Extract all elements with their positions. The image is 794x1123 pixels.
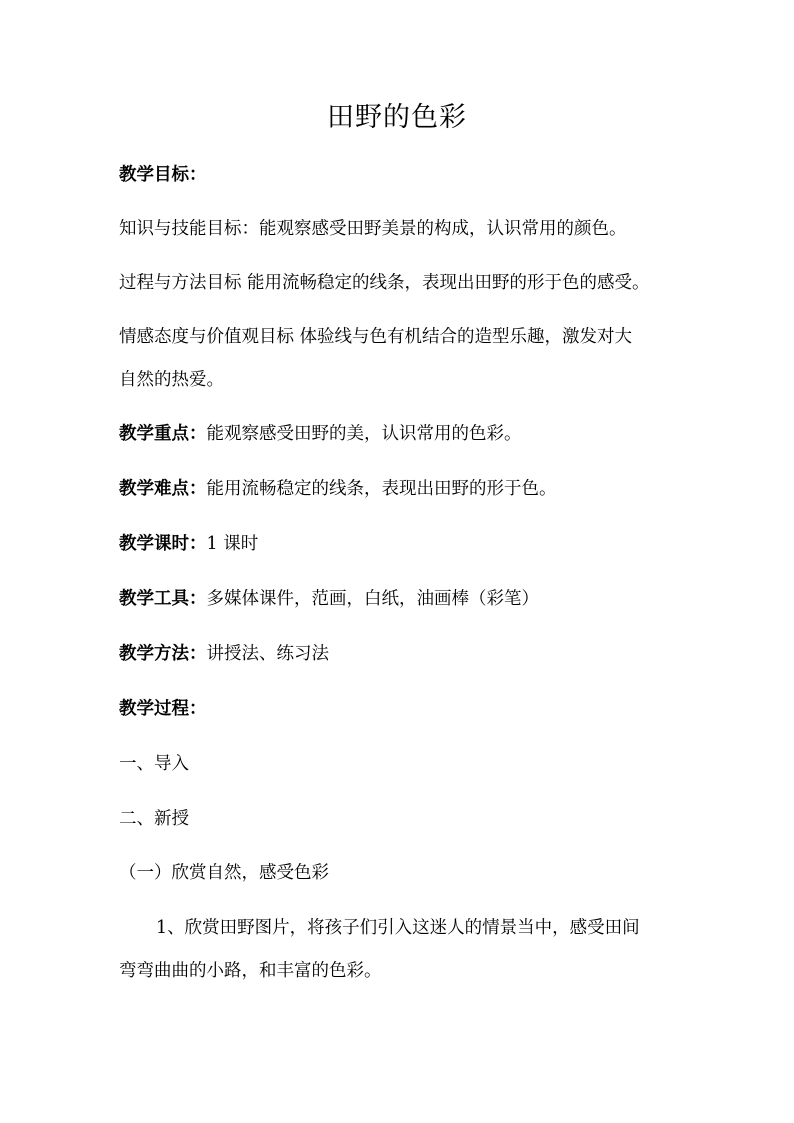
- goal-knowledge: 知识与技能目标：能观察感受田野美景的构成，认识常用的颜色。: [119, 219, 627, 239]
- teaching-hours: [119, 532, 689, 556]
- tools-text: 多媒体课件，范画，白纸，油画棒（彩笔）: [206, 589, 539, 609]
- document-title: 田野的色彩: [327, 102, 467, 133]
- difficulty-text: 能用流畅稳定的线条，表现出田野的形于色。: [206, 479, 557, 499]
- item-1-line-2: 弯弯曲曲的小路，和丰富的色彩。: [119, 961, 382, 981]
- goal-emotion-line-2: 自然的热爱。: [119, 370, 224, 390]
- key-point-text: 能观察感受田野的美，认识常用的色彩。: [206, 424, 522, 444]
- step-intro: 一、导入: [119, 754, 189, 774]
- process-heading: 教学过程：: [119, 699, 207, 719]
- hours-label: 教学课时：: [119, 534, 207, 554]
- teaching-methods: [119, 642, 689, 666]
- goals-heading: 教学目标：: [119, 165, 207, 185]
- key-point-label: 教学重点：: [119, 424, 207, 444]
- step-new-lesson: 二、新授: [119, 809, 189, 829]
- hours-text: 1 课时: [206, 534, 259, 554]
- item-1-line-1: 1、欣赏田野图片，将孩子们引入这迷人的情景当中，感受田间: [156, 918, 640, 938]
- difficulty-label: 教学难点：: [119, 479, 207, 499]
- substep-appreciate: （一）欣赏自然，感受色彩: [119, 863, 329, 883]
- key-point: [119, 422, 689, 446]
- teaching-tools: [119, 587, 689, 611]
- goal-process: 过程与方法目标 能用流畅稳定的线条，表现出田野的形于色的感受。: [119, 273, 650, 293]
- methods-label: 教学方法：: [119, 644, 207, 664]
- difficulty-point: [119, 477, 689, 501]
- methods-text: 讲授法、练习法: [206, 644, 329, 664]
- goal-emotion-line-1: 情感态度与价值观目标 体验线与色有机结合的造型乐趣，激发对大: [119, 327, 633, 347]
- tools-label: 教学工具：: [119, 589, 207, 609]
